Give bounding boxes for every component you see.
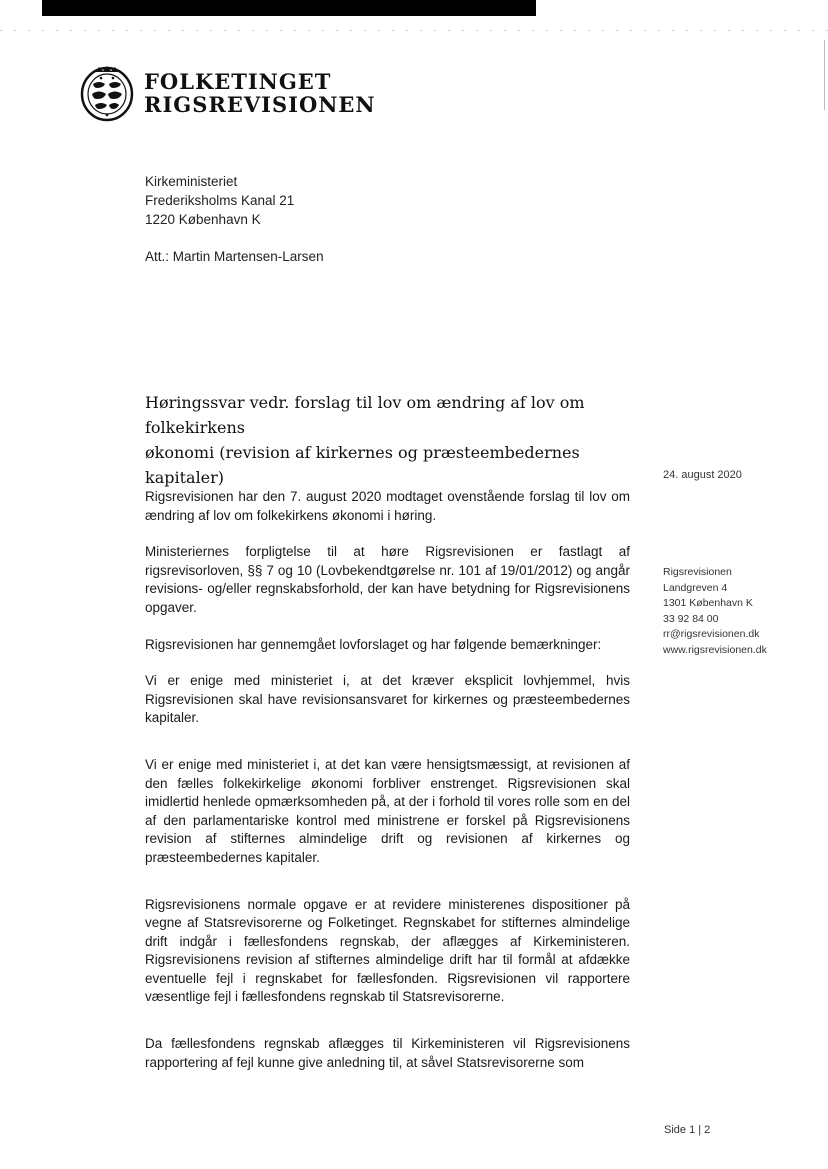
subject-line1: Høringssvar vedr. forslag til lov om ændring af lov om folkekirkens [145, 393, 585, 437]
letter-date: 24. august 2020 [663, 469, 742, 481]
subject-line2: økonomi (revision af kirkernes og præsteembedernes kapitaler) [145, 443, 580, 487]
recipient-attention: Att.: Martin Martensen-Larsen [145, 249, 324, 264]
recipient-name: Kirkeministeriet [145, 174, 238, 189]
sender-name: Rigsrevisionen [663, 566, 732, 578]
body-paragraph-2: Ministeriernes forpligtelse til at høre Rigsrevisionen er fastlagt af rigsrevisorloven, §§ 7 og 10 (Lovbekendtgørelse nr. 101 af 19/01/2012) og angår revisions- og/eller regnskabsforhold, der kan have betydning for Rigsrevisionens opgaver. [145, 544, 630, 615]
institution-name-line1: FOLKETINGET [144, 69, 332, 94]
page-number: Side 1 | 2 [664, 1124, 711, 1136]
body-paragraph-1: Rigsrevisionen har den 7. august 2020 modtaget ovenstående forslag til lov om ændring af lov om folkekirkens økonomi i høring. [145, 489, 630, 523]
recipient-address [145, 172, 294, 229]
sender-phone: 33 92 84 00 [663, 612, 719, 625]
sender-block [663, 565, 767, 658]
body-paragraph-7: Da fællesfondens regnskab aflægges til Kirkeministeren vil Rigsrevisionens rapportering af fejl kunne give anledning til, at såvel Statsrevisorerne som [145, 1036, 630, 1070]
letter-body [145, 488, 630, 1072]
body-paragraph-4: Vi er enige med ministeriet i, at det kræver eksplicit lovhjemmel, hvis Rigsrevisionen skal have revisionsansvaret for kirkernes og præsteembedernes kapitaler. [145, 673, 630, 726]
sender-web: www.rigsrevisionen.dk [663, 643, 767, 656]
recipient-street: Frederiksholms Kanal 21 [145, 193, 295, 208]
sender-city: 1301 København K [663, 597, 753, 609]
sender-street: Landgreven 4 [663, 581, 728, 594]
body-paragraph-5: Vi er enige med ministeriet i, at det kan være hensigtsmæssigt, at revisionen af den fælles folkekirkelige økonomi forbliver enstrenget. Rigsrevisionen skal imidlertid henlede opmærksomheden på, at der i forhold til vores rolle som en del af den parlamentariske kontrol med ministrene er forskel på Rigsrevisionens revision af stifternes almindelige drift og revisionen af kirkernes og præsteembedernes kapitaler. [145, 756, 630, 865]
scan-right-edge [824, 40, 825, 110]
institution-name-line2: RIGSREVISIONEN [144, 92, 376, 117]
body-paragraph-3: Rigsrevisionen har gennemgået lovforslaget og har følgende bemærkninger: [145, 636, 602, 652]
letter-subject [145, 390, 615, 490]
body-paragraph-6: Rigsrevisionens normale opgave er at revidere ministerenes dispositioner på vegne af Statsrevisorerne og Folketinget. Regnskabet for stifternes almindelige drift indgår i fællesfondens regnskab, der aflægges af Kirkeministeren. Rigsrevisionens revision af stifternes almindelige drift har til formål at afdække eventuelle fejl i regnskabet for fællesfonden. Rigsrevisionen vil rapportere væsentlige fejl i fællesfondens regnskab til Statsrevisorerne. [145, 896, 630, 1005]
institution-name [144, 70, 376, 116]
recipient-city: 1220 København K [145, 212, 261, 227]
sender-email: rr@rigsrevisionen.dk [663, 628, 760, 640]
scan-edge-line [0, 30, 828, 31]
scan-top-bar [42, 0, 536, 16]
royal-crest-icon [79, 64, 135, 122]
